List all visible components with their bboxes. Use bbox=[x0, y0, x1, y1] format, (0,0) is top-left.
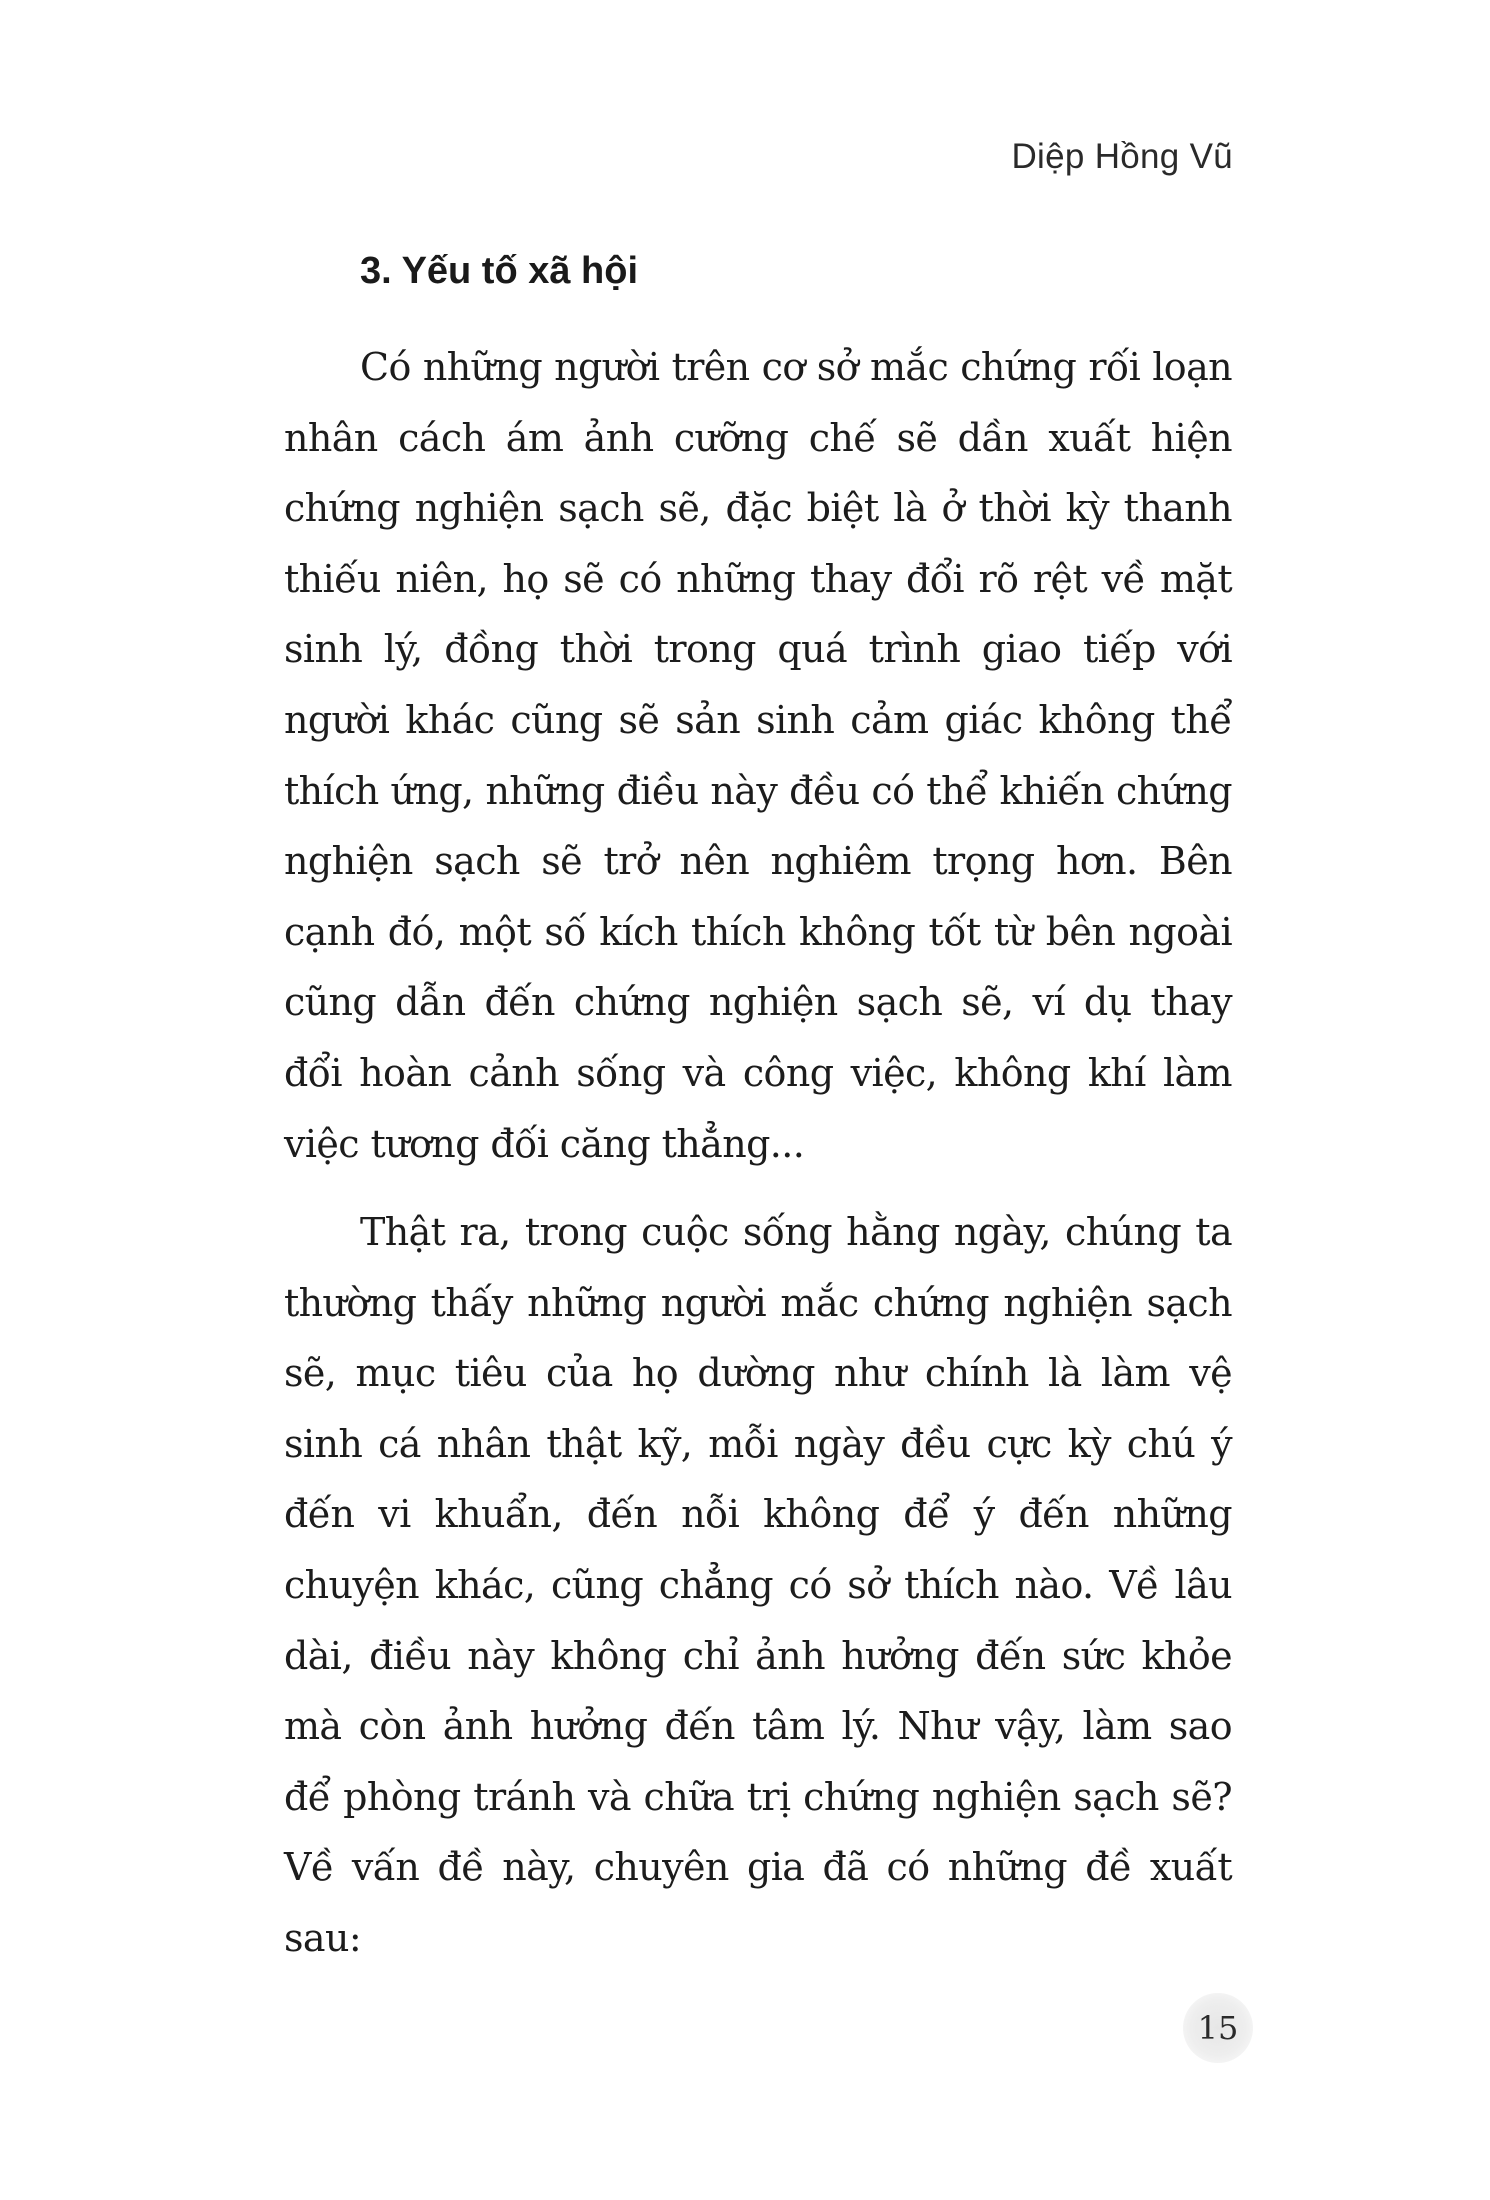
body-paragraph-2: Thật ra, trong cuộc sống hằng ngày, chúng ta thường thấy những người mắc chứng nghiện sạch sẽ, mục tiêu của họ dường như chính là làm vệ sinh cá nhân thật kỹ, mỗi ngày đều cực kỳ chú ý đến vi khuẩn, đến nỗi không để ý đến những chuyện khác, cũng chẳng có sở thích nào. Về lâu dài, điều này không chỉ ảnh hưởng đến sức khỏe mà còn ảnh hưởng đến tâm lý. Như vậy, làm sao để phòng tránh và chữa trị chứng nghiện sạch sẽ? Về vấn đề này, chuyên gia đã có những đề xuất sau: bbox=[284, 1210, 1232, 1960]
body-paragraph-1: Có những người trên cơ sở mắc chứng rối loạn nhân cách ám ảnh cưỡng chế sẽ dần xuất hiện chứng nghiện sạch sẽ, đặc biệt là ở thời kỳ thanh thiếu niên, họ sẽ có những thay đổi rõ rệt về mặt sinh lý, đồng thời trong quá trình giao tiếp với người khác cũng sẽ sản sinh cảm giác không thể thích ứng, những điều này đều có thể khiến chứng nghiện sạch sẽ trở nên nghiêm trọng hơn. Bên cạnh đó, một số kích thích không tốt từ bên ngoài cũng dẫn đến chứng nghiện sạch sẽ, ví dụ thay đổi hoàn cảnh sống và công việc, không khí làm việc tương đối căng thẳng... bbox=[284, 345, 1232, 1166]
running-head-author: Diệp Hồng Vũ bbox=[1011, 137, 1233, 176]
page-number-badge bbox=[1183, 1993, 1253, 2063]
section-heading: 3. Yếu tố xã hội bbox=[360, 250, 639, 292]
page-number: 15 bbox=[1197, 2009, 1239, 2047]
